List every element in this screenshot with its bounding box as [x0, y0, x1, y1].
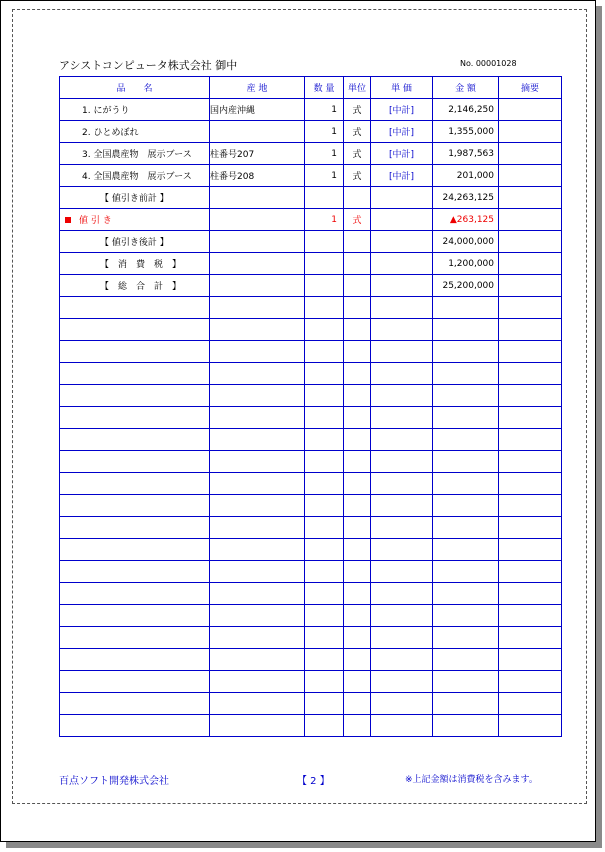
blank-cell	[210, 451, 305, 473]
column-header-item: 品 名	[60, 77, 210, 99]
grand-total-amount: 25,200,000	[433, 275, 499, 297]
blank-cell	[371, 715, 433, 737]
blank-cell	[305, 407, 344, 429]
blank-cell	[210, 715, 305, 737]
item-quantity	[305, 253, 344, 275]
item-unit: 式	[344, 143, 371, 165]
blank-cell	[305, 319, 344, 341]
blank-cell	[499, 693, 562, 715]
item-quantity	[305, 231, 344, 253]
blank-cell	[433, 715, 499, 737]
blank-cell	[344, 297, 371, 319]
blank-cell	[60, 341, 210, 363]
blank-row	[60, 451, 562, 473]
blank-cell	[305, 297, 344, 319]
table-row	[60, 121, 562, 143]
blank-cell	[344, 473, 371, 495]
blank-cell	[433, 583, 499, 605]
discount-label: 値 引 き	[79, 216, 112, 226]
item-remarks	[499, 231, 562, 253]
blank-cell	[499, 363, 562, 385]
blank-cell	[371, 429, 433, 451]
blank-cell	[210, 495, 305, 517]
blank-cell	[499, 429, 562, 451]
item-unit-price: [中計]	[371, 165, 433, 187]
blank-cell	[305, 495, 344, 517]
blank-cell	[60, 407, 210, 429]
item-unit-price	[371, 275, 433, 297]
blank-row	[60, 473, 562, 495]
blank-cell	[60, 671, 210, 693]
blank-cell	[499, 495, 562, 517]
item-remarks	[499, 143, 562, 165]
item-unit-price	[371, 231, 433, 253]
item-unit-price: [中計]	[371, 121, 433, 143]
item-origin: 国内産沖縄	[210, 99, 305, 121]
blank-cell	[305, 517, 344, 539]
item-amount: 1,355,000	[433, 121, 499, 143]
blank-cell	[344, 517, 371, 539]
column-header-remarks: 摘要	[499, 77, 562, 99]
item-unit: 式	[344, 121, 371, 143]
item-quantity: 1	[305, 143, 344, 165]
blank-cell	[499, 473, 562, 495]
blank-row	[60, 649, 562, 671]
blank-cell	[371, 341, 433, 363]
blank-cell	[210, 649, 305, 671]
blank-cell	[371, 583, 433, 605]
blank-cell	[210, 407, 305, 429]
blank-cell	[344, 495, 371, 517]
discount-unit: 式	[344, 209, 371, 231]
blank-cell	[344, 407, 371, 429]
blank-cell	[210, 561, 305, 583]
item-quantity: 1	[305, 99, 344, 121]
blank-cell	[60, 649, 210, 671]
blank-cell	[344, 671, 371, 693]
blank-row	[60, 297, 562, 319]
item-unit-price	[371, 253, 433, 275]
blank-cell	[60, 583, 210, 605]
blank-cell	[433, 407, 499, 429]
blank-cell	[344, 715, 371, 737]
blank-cell	[499, 319, 562, 341]
page-number: 【 2 】	[297, 776, 330, 787]
item-origin: 柱番号207	[210, 143, 305, 165]
blank-cell	[433, 363, 499, 385]
blank-cell	[60, 539, 210, 561]
discount-quantity: 1	[305, 209, 344, 231]
item-origin	[210, 253, 305, 275]
grand-total-row	[60, 275, 562, 297]
item-origin	[210, 121, 305, 143]
blank-cell	[433, 451, 499, 473]
blank-cell	[433, 605, 499, 627]
column-header-quantity: 数 量	[305, 77, 344, 99]
blank-cell	[60, 385, 210, 407]
item-unit: 式	[344, 165, 371, 187]
blank-cell	[210, 473, 305, 495]
blank-cell	[344, 539, 371, 561]
blank-cell	[305, 429, 344, 451]
blank-cell	[499, 715, 562, 737]
blank-row	[60, 341, 562, 363]
blank-cell	[433, 539, 499, 561]
blank-cell	[371, 561, 433, 583]
blank-cell	[344, 605, 371, 627]
blank-cell	[499, 297, 562, 319]
item-origin	[210, 275, 305, 297]
blank-cell	[499, 385, 562, 407]
blank-cell	[305, 341, 344, 363]
blank-cell	[210, 429, 305, 451]
column-header-unit-price: 単 価	[371, 77, 433, 99]
blank-cell	[433, 429, 499, 451]
subtotal-after-discount-label: 【 値引き後計 】	[60, 231, 210, 253]
blank-row	[60, 385, 562, 407]
blank-row	[60, 583, 562, 605]
blank-row	[60, 605, 562, 627]
item-quantity: 1	[305, 121, 344, 143]
blank-cell	[499, 649, 562, 671]
blank-row	[60, 517, 562, 539]
item-remarks	[499, 121, 562, 143]
blank-cell	[305, 715, 344, 737]
blank-cell	[210, 297, 305, 319]
blank-cell	[344, 583, 371, 605]
discount-label-cell	[60, 209, 210, 231]
blank-cell	[60, 693, 210, 715]
square-bullet-icon	[65, 217, 71, 223]
blank-cell	[305, 693, 344, 715]
blank-cell	[210, 341, 305, 363]
blank-cell	[344, 693, 371, 715]
blank-cell	[344, 649, 371, 671]
blank-cell	[305, 583, 344, 605]
blank-cell	[499, 517, 562, 539]
blank-cell	[499, 605, 562, 627]
blank-cell	[371, 319, 433, 341]
item-name: 2. ひとめぼれ	[60, 121, 210, 143]
blank-row	[60, 539, 562, 561]
item-quantity	[305, 187, 344, 209]
blank-row	[60, 561, 562, 583]
blank-cell	[305, 385, 344, 407]
blank-cell	[305, 473, 344, 495]
blank-cell	[371, 473, 433, 495]
blank-cell	[433, 561, 499, 583]
item-remarks	[499, 187, 562, 209]
blank-cell	[305, 671, 344, 693]
item-unit-price: [中計]	[371, 99, 433, 121]
item-origin	[210, 187, 305, 209]
blank-cell	[60, 605, 210, 627]
subtotal-after-discount-row	[60, 231, 562, 253]
blank-cell	[344, 627, 371, 649]
blank-row	[60, 363, 562, 385]
item-quantity: 1	[305, 165, 344, 187]
item-origin: 柱番号208	[210, 165, 305, 187]
subtotal-after-discount-amount: 24,000,000	[433, 231, 499, 253]
tax-note: ※上記金額は消費税を含みます。	[405, 775, 538, 785]
blank-cell	[499, 671, 562, 693]
subtotal-before-discount-label: 【 値引き前計 】	[60, 187, 210, 209]
table-row	[60, 99, 562, 121]
blank-cell	[499, 451, 562, 473]
blank-cell	[371, 451, 433, 473]
blank-row	[60, 671, 562, 693]
consumption-tax-row	[60, 253, 562, 275]
blank-cell	[60, 451, 210, 473]
blank-cell	[305, 649, 344, 671]
blank-cell	[371, 385, 433, 407]
item-unit-price	[371, 187, 433, 209]
blank-cell	[371, 605, 433, 627]
item-name: 1. にがうり	[60, 99, 210, 121]
blank-cell	[210, 693, 305, 715]
item-name: 3. 全国農産物 展示ブース	[60, 143, 210, 165]
blank-cell	[210, 363, 305, 385]
blank-cell	[371, 297, 433, 319]
blank-row	[60, 693, 562, 715]
document-number: No. 00001028	[460, 59, 517, 68]
blank-cell	[433, 385, 499, 407]
blank-cell	[433, 517, 499, 539]
blank-cell	[371, 517, 433, 539]
blank-cell	[60, 297, 210, 319]
blank-cell	[433, 649, 499, 671]
blank-cell	[344, 319, 371, 341]
blank-cell	[371, 693, 433, 715]
blank-cell	[344, 451, 371, 473]
blank-cell	[210, 319, 305, 341]
item-origin	[210, 231, 305, 253]
blank-cell	[371, 649, 433, 671]
column-header-unit: 単位	[344, 77, 371, 99]
item-amount: 2,146,250	[433, 99, 499, 121]
item-unit	[344, 231, 371, 253]
item-unit	[344, 253, 371, 275]
blank-cell	[433, 671, 499, 693]
blank-cell	[433, 495, 499, 517]
item-remarks	[499, 99, 562, 121]
blank-cell	[433, 319, 499, 341]
blank-cell	[210, 583, 305, 605]
blank-cell	[371, 363, 433, 385]
blank-cell	[433, 693, 499, 715]
blank-cell	[433, 627, 499, 649]
blank-row	[60, 627, 562, 649]
blank-cell	[305, 605, 344, 627]
consumption-tax-amount: 1,200,000	[433, 253, 499, 275]
blank-cell	[371, 495, 433, 517]
blank-cell	[60, 627, 210, 649]
item-origin	[210, 209, 305, 231]
item-remarks	[499, 165, 562, 187]
blank-cell	[344, 429, 371, 451]
table-header-row	[60, 77, 562, 99]
blank-cell	[344, 385, 371, 407]
blank-cell	[499, 561, 562, 583]
blank-cell	[60, 495, 210, 517]
blank-cell	[371, 671, 433, 693]
item-amount: 1,987,563	[433, 143, 499, 165]
discount-amount: ▲263,125	[433, 209, 499, 231]
blank-cell	[305, 561, 344, 583]
grand-total-label: 【 総 合 計 】	[60, 275, 210, 297]
blank-cell	[60, 363, 210, 385]
blank-cell	[499, 583, 562, 605]
blank-cell	[60, 715, 210, 737]
item-remarks	[499, 209, 562, 231]
blank-cell	[344, 341, 371, 363]
blank-cell	[344, 561, 371, 583]
item-unit: 式	[344, 99, 371, 121]
blank-row	[60, 407, 562, 429]
blank-cell	[210, 605, 305, 627]
blank-cell	[60, 429, 210, 451]
blank-row	[60, 495, 562, 517]
blank-cell	[433, 297, 499, 319]
blank-cell	[305, 539, 344, 561]
blank-cell	[60, 319, 210, 341]
blank-cell	[371, 627, 433, 649]
blank-cell	[210, 385, 305, 407]
blank-cell	[210, 671, 305, 693]
blank-row	[60, 715, 562, 737]
blank-cell	[60, 517, 210, 539]
item-amount: 201,000	[433, 165, 499, 187]
column-header-amount: 金 額	[433, 77, 499, 99]
blank-cell	[305, 363, 344, 385]
item-unit-price	[371, 209, 433, 231]
item-unit	[344, 275, 371, 297]
blank-cell	[60, 561, 210, 583]
blank-cell	[499, 407, 562, 429]
blank-cell	[344, 363, 371, 385]
subtotal-before-discount-row	[60, 187, 562, 209]
subtotal-before-discount-amount: 24,263,125	[433, 187, 499, 209]
column-header-origin: 産 地	[210, 77, 305, 99]
item-unit-price: [中計]	[371, 143, 433, 165]
blank-cell	[305, 627, 344, 649]
blank-cell	[433, 473, 499, 495]
blank-cell	[499, 627, 562, 649]
item-remarks	[499, 275, 562, 297]
discount-row	[60, 209, 562, 231]
blank-cell	[210, 539, 305, 561]
blank-cell	[499, 539, 562, 561]
consumption-tax-label: 【 消 費 税 】	[60, 253, 210, 275]
blank-cell	[210, 627, 305, 649]
item-name: 4. 全国農産物 展示ブース	[60, 165, 210, 187]
issuer-company: 百点ソフト開発株式会社	[59, 776, 169, 787]
blank-cell	[210, 517, 305, 539]
blank-cell	[305, 451, 344, 473]
table-row	[60, 165, 562, 187]
item-quantity	[305, 275, 344, 297]
blank-row	[60, 319, 562, 341]
blank-cell	[499, 341, 562, 363]
customer-name: アシストコンピュータ株式会社 御中	[59, 59, 238, 72]
blank-cell	[433, 341, 499, 363]
table-row	[60, 143, 562, 165]
blank-cell	[371, 539, 433, 561]
blank-cell	[371, 407, 433, 429]
item-unit	[344, 187, 371, 209]
item-remarks	[499, 253, 562, 275]
blank-row	[60, 429, 562, 451]
statement-table	[59, 76, 562, 737]
blank-cell	[60, 473, 210, 495]
